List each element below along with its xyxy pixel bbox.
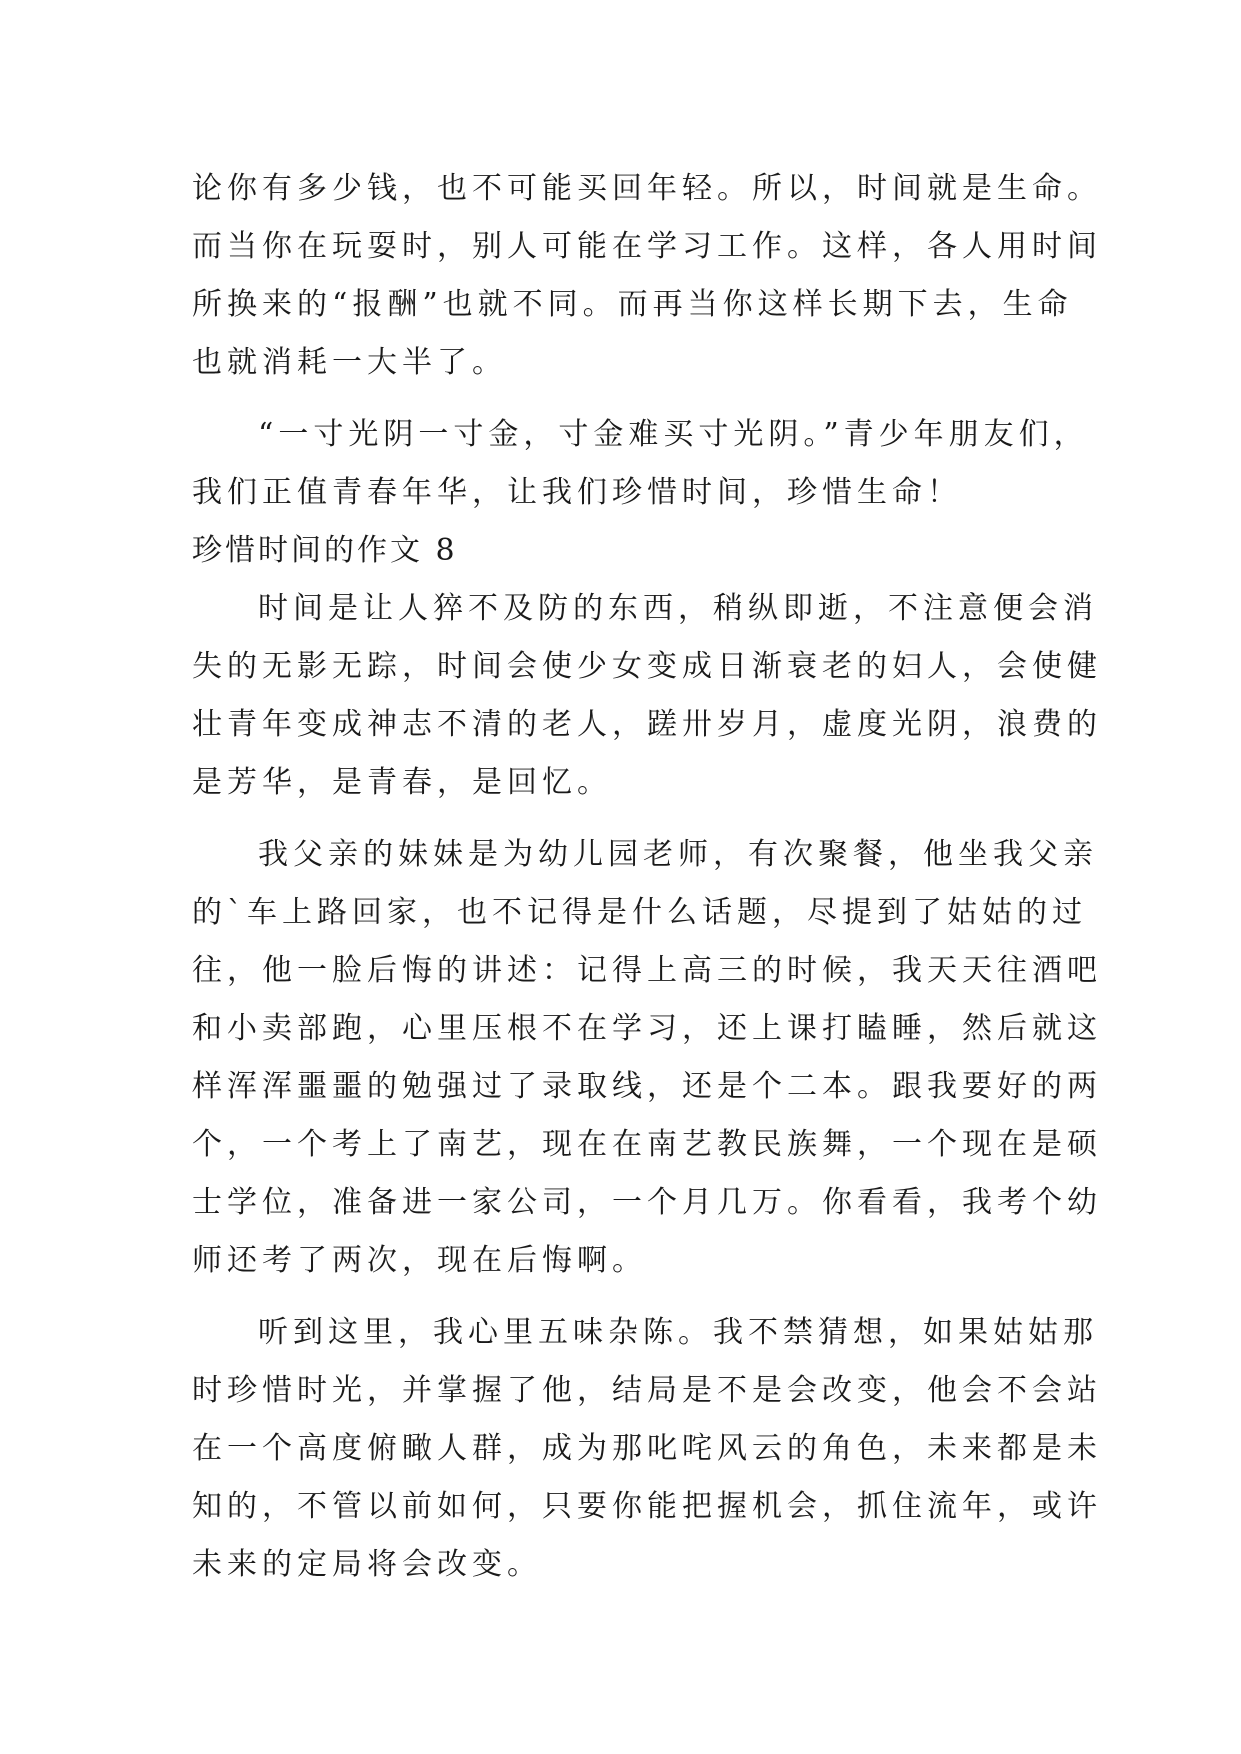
text-line: 样浑浑噩噩的勉强过了录取线，还是个二本。跟我要好的两 bbox=[192, 1069, 1102, 1104]
paragraph bbox=[192, 580, 1102, 812]
text-line: 的`车上路回家，也不记得是什么话题，尽提到了姑姑的过 bbox=[192, 895, 1087, 930]
text-line: 也就消耗一大半了。 bbox=[192, 345, 507, 380]
text-line: 和小卖部跑，心里压根不在学习，还上课打瞌睡，然后就这 bbox=[192, 1011, 1102, 1046]
section-heading: 珍惜时间的作文 8 bbox=[192, 533, 458, 568]
paragraph bbox=[192, 1304, 1102, 1594]
text-line: 失的无影无踪，时间会使少女变成日渐衰老的妇人，会使健 bbox=[192, 649, 1102, 684]
text-line: 时间是让人猝不及防的东西，稍纵即逝，不注意便会消 bbox=[258, 591, 1098, 626]
text-line: 未来的定局将会改变。 bbox=[192, 1547, 542, 1582]
text-line: “一寸光阴一寸金，寸金难买寸光阴。”青少年朋友们， bbox=[258, 417, 1089, 452]
text-line: 听到这里，我心里五味杂陈。我不禁猜想，如果姑姑那 bbox=[258, 1315, 1098, 1350]
text-line: 往，他一脸后悔的讲述：记得上高三的时候，我天天往酒吧 bbox=[192, 953, 1102, 988]
text-line: 个，一个考上了南艺，现在在南艺教民族舞，一个现在是硕 bbox=[192, 1127, 1102, 1162]
text-line: 师还考了两次，现在后悔啊。 bbox=[192, 1243, 647, 1278]
text-line: 士学位，准备进一家公司，一个月几万。你看看，我考个幼 bbox=[192, 1185, 1102, 1220]
text-line: 时珍惜时光，并掌握了他，结局是不是会改变，他会不会站 bbox=[192, 1373, 1102, 1408]
text-line: 在一个高度俯瞰人群，成为那叱咤风云的角色，未来都是未 bbox=[192, 1431, 1102, 1466]
paragraph bbox=[192, 160, 1102, 392]
paragraph bbox=[192, 406, 1089, 522]
text-line: 壮青年变成神志不清的老人，蹉卅岁月，虚度光阴，浪费的 bbox=[192, 707, 1102, 742]
text-line: 论你有多少钱，也不可能买回年轻。所以，时间就是生命。 bbox=[192, 171, 1102, 206]
text-line: 知的，不管以前如何，只要你能把握机会，抓住流年，或许 bbox=[192, 1489, 1102, 1524]
document-page bbox=[192, 160, 1102, 1594]
text-line: 我们正值青春年华，让我们珍惜时间，珍惜生命！ bbox=[192, 475, 962, 510]
text-line: 是芳华，是青春，是回忆。 bbox=[192, 765, 612, 800]
text-line: 而当你在玩耍时，别人可能在学习工作。这样，各人用时间 bbox=[192, 229, 1102, 264]
text-line: 我父亲的妹妹是为幼儿园老师，有次聚餐，他坐我父亲 bbox=[258, 837, 1098, 872]
text-line: 所换来的“报酬”也就不同。而再当你这样长期下去，生命 bbox=[192, 287, 1073, 322]
paragraph bbox=[192, 826, 1102, 1290]
